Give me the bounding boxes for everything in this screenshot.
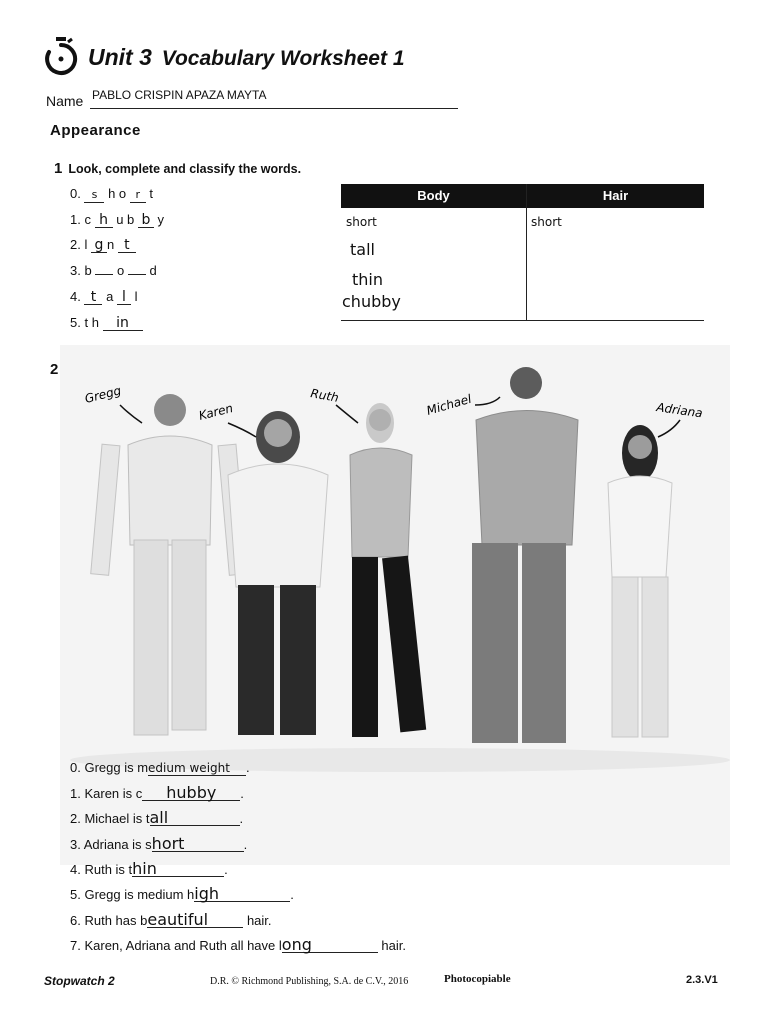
exercise1-number: 1 — [54, 160, 63, 177]
word-item: 4. t a l l — [70, 289, 138, 305]
word-blank[interactable]: b — [138, 213, 154, 228]
person-michael — [472, 367, 578, 743]
worksheet-title — [88, 44, 405, 71]
sentence: 3. Adriana is short . — [70, 834, 248, 853]
word-item: 0. s h o r t — [70, 186, 154, 201]
title-unit: Unit 3 — [88, 44, 152, 70]
sentence: 1. Karen is c hubby . — [70, 783, 244, 802]
word-blank[interactable]: g — [91, 238, 107, 253]
name-tag: Michael — [424, 391, 474, 418]
footer-logo: Stopwatch 2 — [44, 974, 115, 988]
footer-photocopiable: Photocopiable — [444, 973, 511, 985]
table-header-body: Body — [341, 184, 526, 208]
exercise2-number: 2 — [50, 361, 59, 378]
table-cell[interactable]: thin — [352, 270, 383, 289]
sentence-blank[interactable]: ong — [282, 938, 378, 953]
sentence-blank[interactable]: igh — [194, 887, 290, 902]
word-blank[interactable]: in — [103, 316, 143, 331]
title-rest: Vocabulary Worksheet 1 — [161, 47, 405, 70]
word-blank[interactable]: t — [84, 290, 102, 305]
word-item: 2. l g n t — [70, 237, 136, 253]
sentence-blank[interactable]: hort — [152, 837, 244, 852]
word-blank[interactable]: l — [117, 290, 131, 305]
word-item: 3. b o d — [70, 263, 157, 278]
sentence-blank[interactable]: edium weight — [148, 761, 246, 776]
sentence-blank[interactable]: all — [150, 811, 240, 826]
word-blank[interactable]: r — [130, 188, 146, 203]
name-tag: Ruth — [309, 386, 340, 405]
sentence: 6. Ruth has beautiful hair. — [70, 910, 272, 929]
table-cell[interactable]: chubby — [342, 292, 401, 311]
sentence: 7. Karen, Adriana and Ruth all have long hair. — [70, 935, 406, 954]
table-cell[interactable]: short — [346, 215, 377, 229]
name-tag: Karen — [197, 400, 235, 423]
table-cell[interactable]: short — [531, 215, 562, 229]
table-divider — [526, 184, 527, 320]
word-blank[interactable] — [128, 274, 146, 275]
sentence: 0. Gregg is medium weight . — [70, 760, 250, 775]
classify-table — [341, 184, 704, 321]
name-field[interactable]: PABLO CRISPIN APAZA MAYTA — [92, 88, 267, 102]
sentence: 4. Ruth is thin . — [70, 859, 228, 878]
table-cell[interactable]: tall — [350, 240, 375, 259]
exercise1-instruction — [54, 160, 301, 177]
word-blank[interactable] — [95, 274, 113, 275]
sentence-blank[interactable]: hubby — [142, 786, 240, 801]
word-blank[interactable]: t — [118, 238, 136, 253]
name-tag: Adriana — [655, 400, 704, 421]
sentence: 5. Gregg is medium high . — [70, 884, 294, 903]
footer-code: 2.3.V1 — [686, 974, 718, 986]
sentence: 2. Michael is tall . — [70, 808, 244, 827]
section-title: Appearance — [50, 122, 141, 139]
footer-copyright: D.R. © Richmond Publishing, S.A. de C.V., 2016 — [210, 976, 409, 987]
name-line — [90, 108, 458, 109]
sentence-blank[interactable]: hin — [132, 862, 224, 877]
word-item: 1. c h u b b y — [70, 212, 165, 228]
stopwatch-icon — [44, 36, 78, 76]
table-header-hair: Hair — [527, 184, 704, 208]
word-blank[interactable]: s — [84, 188, 104, 203]
word-blank[interactable]: h — [95, 213, 113, 228]
sentence-blank[interactable]: eautiful — [147, 913, 243, 928]
word-item: 5. t h in — [70, 315, 143, 331]
name-tag: Gregg — [83, 383, 123, 406]
exercise1-text: Look, complete and classify the words. — [68, 162, 302, 176]
name-label: Name — [46, 93, 84, 109]
